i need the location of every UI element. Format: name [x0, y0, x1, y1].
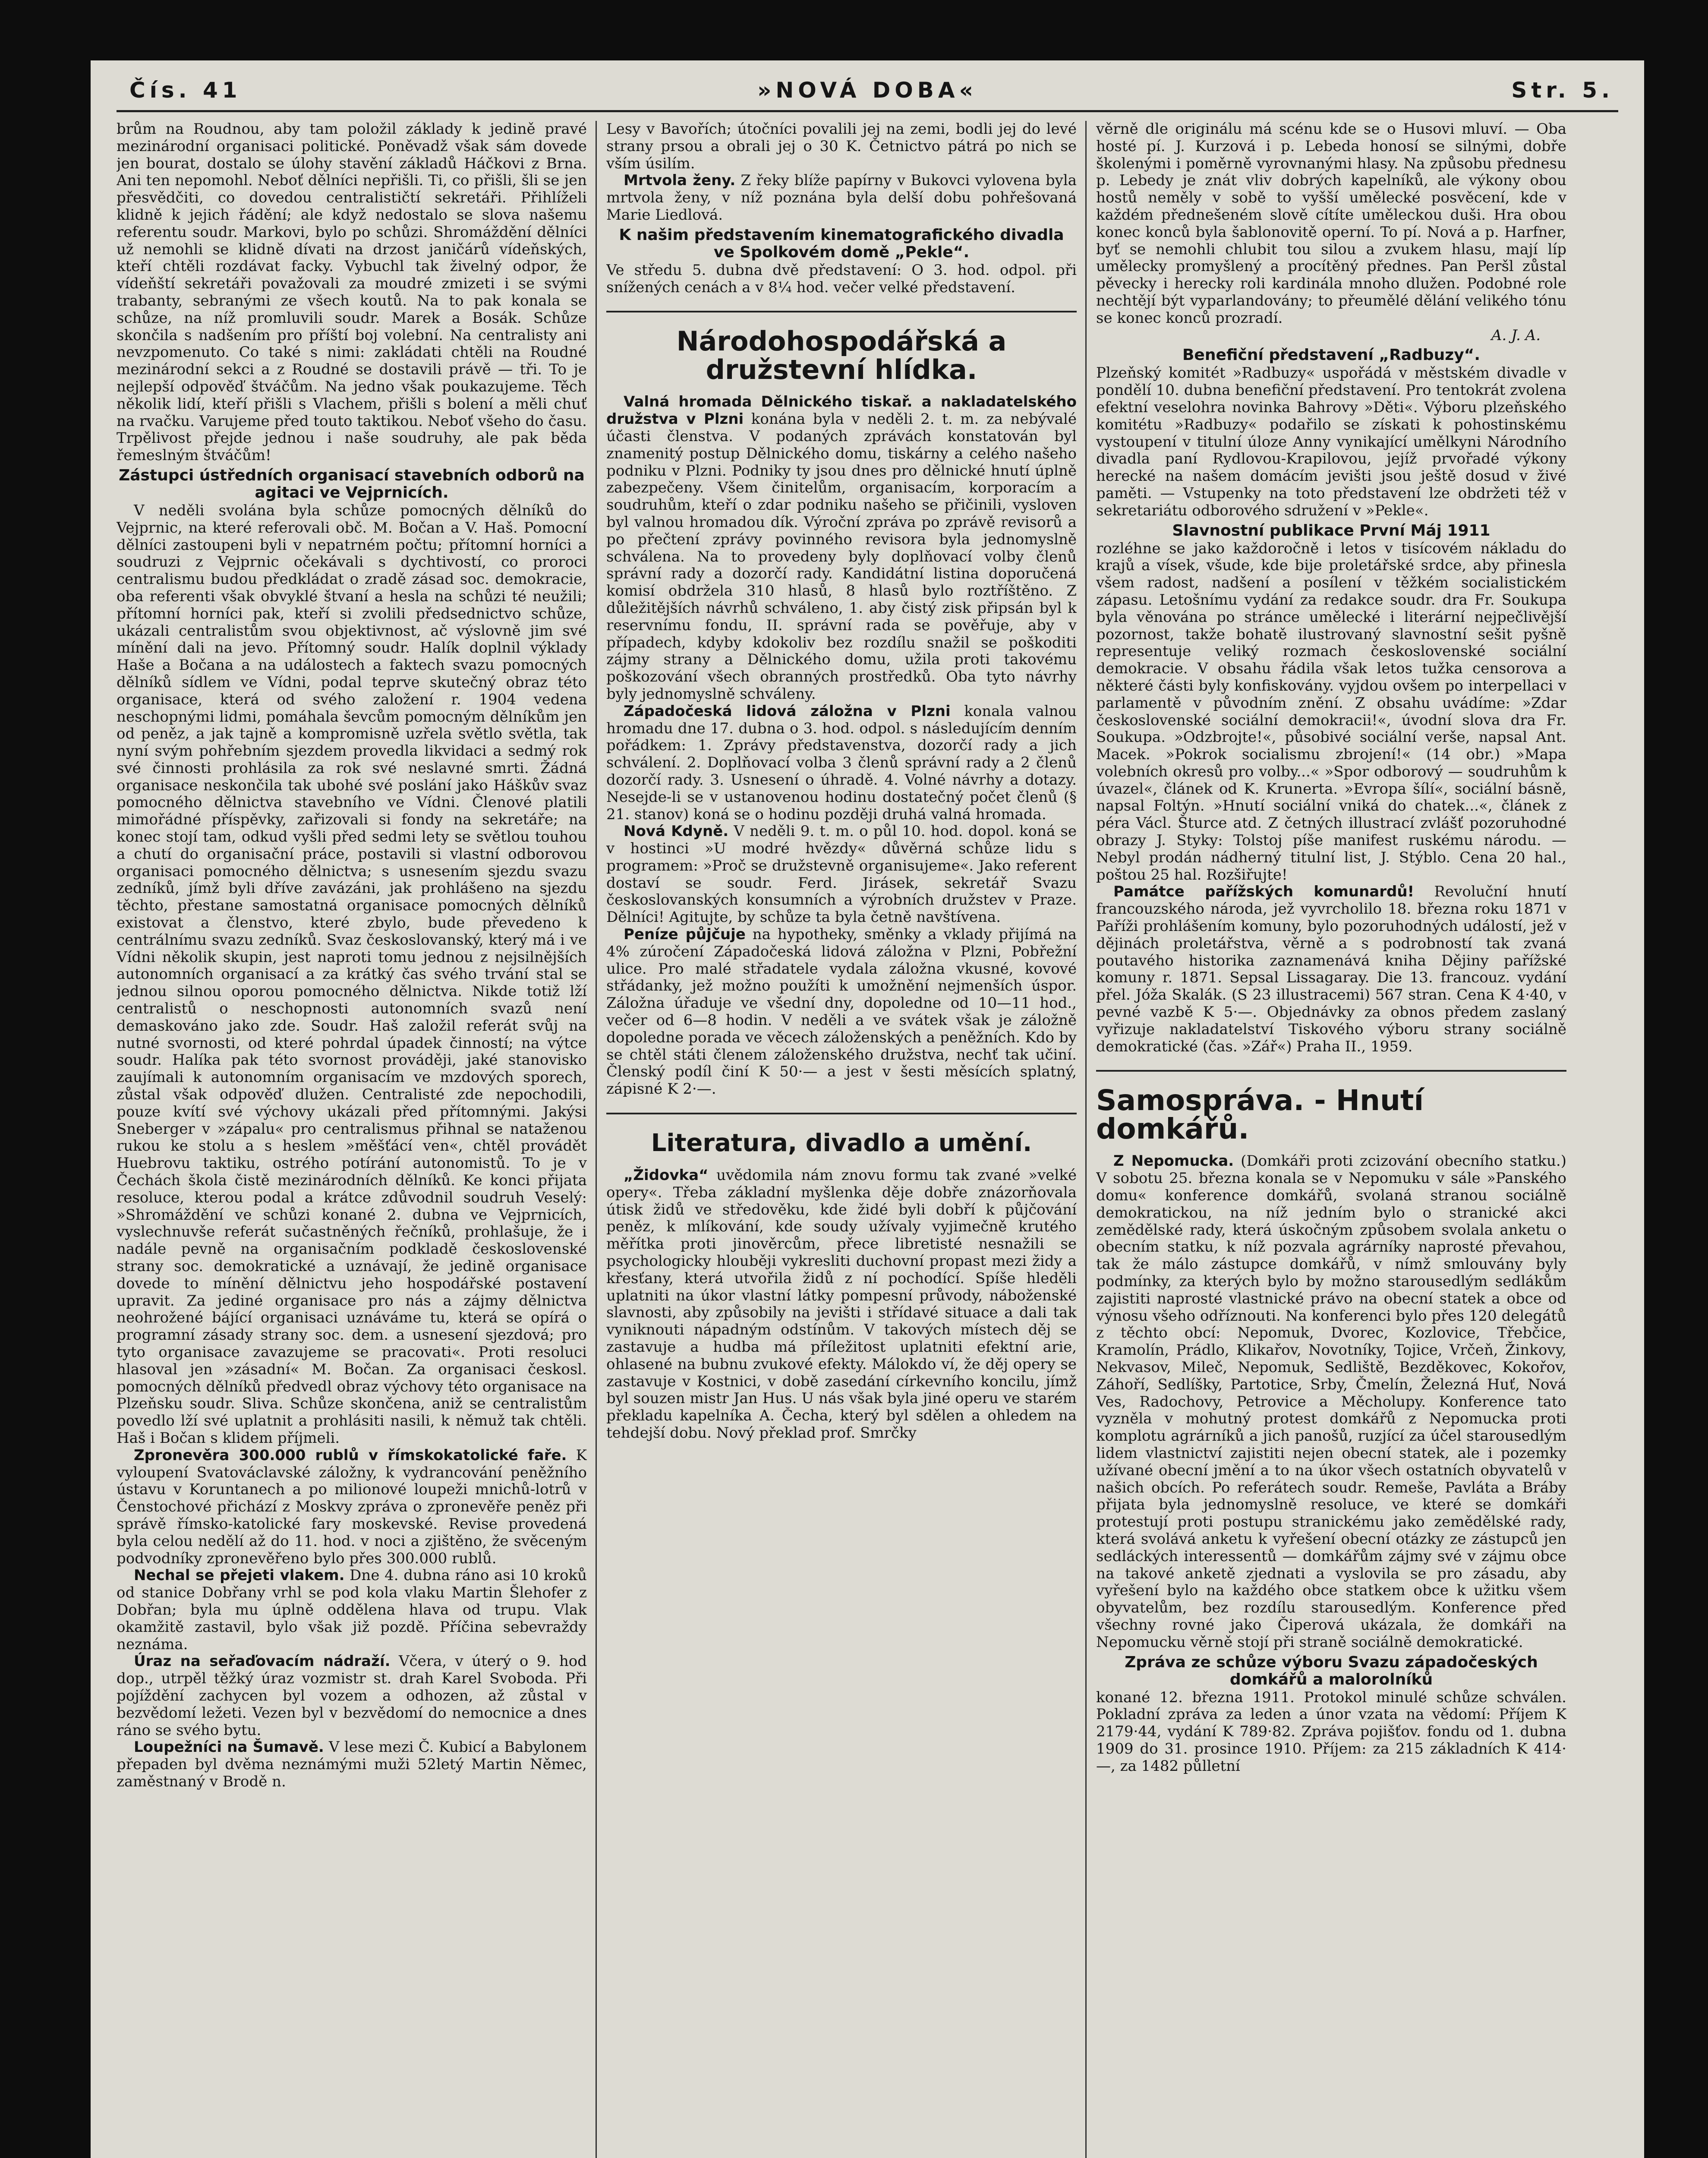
section-title: Literatura, divadlo a umění.	[651, 1129, 1032, 1158]
article-block	[606, 394, 1077, 703]
article-text: konána byla v neděli 2. t. m. za nebývalé účasti členstva. V podaných zprávách konstatován byl znamenitý postup Dělnického domu, tiskárny a celého našeho podniku v Plzni. Podniky ty jsou dnes pro dělnické hnutí úplně zabezpečeny. Všem činitelům, organisacím, korporacím a soudruhům, kteří o zdar podniku našeho se přičinili, vysloven byl valnou hromadou dík. Výroční zpráva po zprávě revisorů a po přečtení zprávy povinného revisora byla jednomyslně schválena. Na to provedeny byly doplňovací volby členů správní rady a dozorčí rady. Kandidátní listina doporučená komisí obdržela 310 hlasů, 8 hlasů bylo roztříštěno. Z důležitějších návrhů schváleno, 1. aby čistý zisk připsán byl k reservnímu fondu, II. správní rada se pověřuje, aby v případech, kdyby kdokoliv bez rozdílu snažil se poškoditi zájmy strany a Dělnického domu, užila proti takovému poškozování všech obranných prostředků. Oba tyto návrhy byly jednomyslně schváleny.	[606, 410, 1077, 703]
article-block	[606, 703, 1077, 823]
article-block	[606, 1167, 1077, 1442]
article-text: konala valnou hromadu dne 17. dubna o 3. hod. odpol. s následujícím denním pořádkem: 1. Zprávy představenstva, dozorčí rady a jich schválení. 2. Doplňovací volba 3 členů správní rady a 2 členů dozorčí rady. 3. Usnesení o úhradě. 4. Volné návrhy a dotazy. Nesejde-li se v ustanovenou hodinu dostatečný počet členů (§ 21. stanov) koná se o hodinu později druhá valná hromada.	[606, 702, 1077, 823]
header-rule	[117, 110, 1618, 112]
section-separator	[1096, 1070, 1566, 1072]
article-block	[117, 1567, 587, 1653]
article-text: věrně dle originálu má scénu kde se o Husovi mluví. — Oba hosté pí. J. Kurzová i p. Lebeda honosí se silnými, dobře školenými i poměrně vyrovnanými hlasy. Na způsobu přednesu p. Lebedy je znát vliv dobrých kapelníků, ale výkony obou hostů neměly v sobě to vyšší umělecké posvěcení, kde v každém přednešeném slově cítíte uměleckou duši. Hra obou konec konců byla šablonovitě operní. To pí. Nová a p. Harfner, byť se nemohli chlubit tou silou a zvukem hlasu, mají líp umělecky promyšlený a procítěný přednes. Pan Peršl zůstal pěvecky i herecky roli kardinála mnoho dlužen. Podobné role nechtějí být vyparlandovány; to přeumělé dělání velikého tónu se konec konců prozradí.	[1096, 121, 1566, 327]
article-text: V neděli svolána byla schůze pomocných dělníků do Vejprnic, na které referovali obč. M. Bočan a V. Haš. Pomocní dělníci zastoupeni byli v nepatrném počtu; přítomní horníci a soudruzi z Vejprnic očekávali s dychtivostí, co proroci centralismu budou předkládat o zradě zásad soc. demokracie, oba referenti však obvyklé štvaní a hesla na schůzi té neužili; přítomní horníci pak, kteří si zvolili předsednictvo schůze, ukázali centralistům svou objektivnost, ač výslovně jim své mínění dali na jevo. Přítomný soudr. Halík doplnil výklady Haše a Bočana a na událostech a faktech svazu pomocných dělníků sídlem ve Vídni, podal teprve skutečný obraz této organisace, která od svého založení r. 1904 vedena neschopnými lidmi, pomáhala ševcům pomocným dělníkům jen od peněz, a jak tajně a kompromisně uzřela světlo světla, tak nyní svým pohřebním sjezdem provedla likvidaci a sedmý rok své činnosti prohlásila za rok své neslavné smrti. Žádná organisace neskončila tak ubohé své poslání jako Háškův svaz pomocného dělnictva stavebního ve Vídni. Členové platili mimořádné příspěvky, zařizovali si fondy na sekretáře; na konec stojí tam, odkud vyšli před sedmi lety se světlou touhou a chutí do organisační práce, postavili si vlastní odborovou organisaci pomocného dělnictva; s usnesením sjezdu svazu zedníků, jímž byli dříve zavázáni, jak prohlášeno na sjezdu těchto, přestane samostatná organisace pomocných dělníků existovat a členstvo, které zbylo, bude převedeno k centrálnímu svazu zedníků. Svaz českoslovanský, který má i ve Vídni několik skupin, jest naproti tomu jednou z nejsilnějších autonomních organisací a za krátký čas svého trvání stal se jednou silnou oporou pomocného dělnictva. Nikde totiž lží centralistů o neschopnosti autonomních svazů není demaskováno jako zde. Soudr. Haš založil referát svůj na nutné svornosti, od které pohrdal úpadek činností; na výtce soudr. Halíka pak této svornost prováději, jaké stanovisko zaujímali k autonomním organisacím ve mzdových sporech, zůstal však odpověď dlužen. Centralisté zde nepochodili, pouze kvítí své výchovy ukázali před přítomnými. Jakýsi Sneberger v »zápalu« pro centralismus přihnal se nataženou rukou ke stolu a s heslem »měšťácí ven«, chtěl provádět Huebrovu taktiku, ostrého potírání autonomistů. To je v Čechách škola čistě mezinárodních dělníků. Ke konci přijata resoluce, kterou podal a krátce zdůvodnil soudruh Veselý: »Shromáždění ve schůzi konané 2. dubna ve Vejprnicích, vyslechnuvše referát sučastněných řečníků, prohlašuje, že i nadále pevně na organisačním podkladě československé strany soc. demokratické a uznávají, že jedině organisace dovede to mínění dělnictvu jeho hospodářské postavení upravit. Za jediné organisace pro nás a zájmy dělnictva neohrožené bájící organisaci uznáváme tu, která se opírá o programní zásady strany soc. dem. a usnesení sjezdová; pro tyto organisace zavazujeme se pracovati«. Proti resoluci hlasoval jen »zásadní« M. Bočan. Za organisaci českosl. pomocných dělníků předvedl obraz výchovy této organisace na Plzeňsku soudr. Sliva. Schůze skončena, aniž se centralistům povedlo lží své uplatnit a prohlásiti nasili, k němuž tak chtěli. Haš i Bočan s klidem příjmeli.	[117, 502, 587, 1447]
article-text: brům na Roudnou, aby tam položil základy k jedině pravé mezinárodní organisaci politické. Poněvadž však sám dovede jen bourat, dostalo se úlohy stavění základů Háčkovi z Brna. Ani ten nepomohl. Neboť dělníci nepřišli. Ti, co přišli, šli se jen přesvědčiti, co dovedou centralističtí sekretáři. Přihlíželi klidně k jejich řádění; ale když nedostalo se slova našemu referentu soudr. Markovi, bylo po schůzi. Shromáždění dělníci už nemohli se klidně dívati na drzost janičárů vídeňských, kteří chtěli rozdávat facky. Vybuchl tak živelný odpor, že vídeňští sekretáři považovali za moudré zmizeti i se svými trabanty, sebranými ze všech koutů. Na to pak konala se schůze, na níž promluvili soudr. Marek a Bosák. Schůze skončila s nadšením pro příští boj volební. Na centralisty ani nevzpomenuto. Co také s nimi: zakládati chtěli na Roudné mezinárodní sekci a z Roudné se dostavili právě — tři. To je nejlepší odpověď štváčům. Na jedno však poukazujeme. Těch několik lidí, kteří přišli s Vlachem, přišli s bolení a měli chuť na rvačku. Varujeme před touto taktikou. Neboť všeho do času. Trpělivost přejde jednou i naše soudruhy, ale pak běda řemeslným štváčům!	[117, 121, 587, 464]
masthead-title: »NOVÁ DOBA«	[757, 78, 977, 103]
article-text: Lesy v Bavořích; útočníci povalili jej na zemi, bodli jej do levé strany prsou a obrali jej o 30 K. Četnictvo pátrá po nich se vším úsilím.	[606, 121, 1077, 172]
article-headline: Z Nepomucka.	[1113, 1152, 1234, 1170]
article-headline: Mrtvola ženy.	[624, 172, 736, 189]
article-headline: Slavnostní publikace První Máj 1911	[1172, 521, 1491, 540]
article-text: K vyloupení Svatováclavské záložny, k vydrancování peněžního ústavu v Koruntanech a po milionové loupeži mnichů-lotrů v Čenstochové přichází z Moskvy zpráva o zpronevěře peněz při správě římsko-katolické fary moskevské. Revise provedená byla celou nedělí až do 11. hod. v noci a zjištěno, že svěceným podvodníky zpronevěřeno bylo přes 300.000 rublů.	[117, 1446, 587, 1567]
article-text: V neděli 9. t. m. o půl 10. hod. dopol. koná se v hostinci »U modré hvězdy« důvěrná schůze lidu s programem: »Proč se družstevně organisujeme«. Jako referent dostaví se soudr. Ferd. Jirásek, sekretář Svazu českoslovanských konsumních a výrobních družstev v Praze. Dělníci! Agitujte, by schůze ta byla četně navštívena.	[606, 823, 1077, 926]
article-text: Z řeky blíže papírny v Bukovci vylovena byla mrtvola ženy, v níž poznána byla delší dobu pohřešovaná Marie Liedlová.	[606, 172, 1077, 224]
article-text: uvědomila nám znovu formu tak zvané »velké opery«. Třeba základní myšlenka děje dobře znázorňovala útisk židů ve středověku, kde židé byli dobří k půjčování peněz, k mlíkování, kde soudy užívaly vyjimečně krutého měřítka proti jinověrcům, přece libretisté nesnažili se psychologicky hlouběji vykresliti duchovní propast mezi židy a křesťany, která utvořila židů z ní pochodící. Spíše hleděli uplatniti na úkor vlastní látky pompesní průvody, náboženské slavnosti, aby způsobily na jevišti i střídavé situace a dali tak vyniknouti nápadným odstínům. V takových místech děj se zastavuje a hudba má příležitost uplatniti efektní arie, ohlasené na bubnu zvukové efekty. Málokdo ví, že děj opery se zastavuje v Kostnici, v době zasedání církevního koncilu, jímž byl souzen mistr Jan Hus. U nás však byla jiné operu ve starém překladu kapelníka A. Čecha, který byl sdělen a ohledem na tehdejší dobu. Nový překlad prof. Smrčky	[606, 1167, 1077, 1442]
article-text: (Domkáři proti zcizování obecního statku.) V sobotu 25. března konala se v Nepomuku v sále »Panského domu« konference domkářů, svolaná stranou sociálně demokratickou, na níž jedním bylo o stranické akci zemědělské rady, která úskočným způsobem svolala anketu o obecním statku, k níž pozvala agrárníky naprosté převahou, tak že málo zástupce domkářů, v nímž smlouvány byly podmínky, za kterých bylo by možno starousedlým sedlákům zajistiti naprosté vlastnické právo na obecní statek a obce od výnosu všeho odříznouti. Na konferenci bylo přes 120 delegátů z těchto obcí: Nepomuk, Dvorec, Kozlovice, Třebčice, Kramolín, Prádlo, Klikařov, Novotníky, Tojice, Vrčeň, Žinkovy, Nekvasov, Mileč, Nepomuk, Sedliště, Bezděkovec, Kokořov, Záhoří, Sedlíšky, Partotice, Srby, Čmelín, Železná Huť, Nová Ves, Radochovy, Petrovice a Měcholupy. Konference tato vyzněla v mohutný protest domkářů z Nepomucka proti komplotu agrárníků a jich panošů, ruzjící za účel starousedlým lidem vlastnictví zajistiti nejen obecní statek, ale i pozemky užívané obecní jmění a to na úkor všech ostatních obyvatelů v našich obcích. Po referátech soudr. Remeše, Pavláta a Bráby přijata byla jednomyslně resoluce, ve které se domkáři protestují proti postupu stranickému jako zemědělské rady, která svolává anketu k vyřešení obecní otázky ze zástupců jen sedláckých interessentů — domkářům zájmy své v zájmu obce na takové anketě zjednati a vyslovila se pro zásadu, aby vyřešení bylo na každého obce statkem obce k užitku všem obyvatelům, bez rozdílu starousedlým. Konference před všechny rovné jako Čiperová ukázala, že domkáři na Nepomucku věrně stojí při straně sociálně demokratické.	[1096, 1152, 1566, 1651]
article-headline: Zpronevěra 300.000 rublů v římskokatolické faře.	[134, 1446, 567, 1464]
article-headline: K našim představením kinematografického divadla ve Spolkovém domě „Pekle“.	[619, 226, 1064, 261]
article-text: konané 12. března 1911. Protokol minulé schůze schválen. Pokladní zpráva za leden a únor vzata na vědomí: Příjem K 2179·44, vydání K 789·82. Zpráva pojišťov. fondu od 1. dubna 1909 do 31. prosince 1910. Příjem: za 215 základních K 414·—, za 1482 půlletní	[1096, 1688, 1566, 1775]
article-block	[606, 172, 1077, 224]
article-text: Dne 4. dubna ráno asi 10 kroků od stanice Dobřany vrhl se pod kola vlaku Martin Šlehofer z Dobřan; byla mu úplně oddělena hlava od trupu. Vlak okamžitě zastavil, bylo však již pozdě. Příčina sebevraždy neznáma.	[117, 1567, 587, 1653]
section-title: Samospráva. - Hnutí domkářů.	[1096, 1084, 1424, 1146]
column-divider	[1085, 121, 1087, 2158]
article-headline: Zpráva ze schůze výboru Svazu západočeských domkářů a malorolníků	[1125, 1653, 1538, 1688]
article-block	[606, 823, 1077, 926]
page-header	[117, 65, 1618, 108]
page-number: Str. 5.	[1511, 78, 1614, 103]
article-text: V lese mezi Č. Kubicí a Babylonem přepaden byl dvěma neznámými muži 52letý Martin Němec, zaměstnaný v Brodě n.	[117, 1738, 587, 1790]
section-separator	[606, 311, 1077, 312]
article-block	[1096, 1153, 1566, 1651]
column-3	[1096, 121, 1566, 2158]
article-block	[117, 1447, 587, 1568]
article-text: rozléhne se jako každoročně i letos v tisícovém nákladu do krajů a vísek, všude, kde bije proletářské srdce, aby přinesla všem radost, nadšení a posílení v těžkém socialistickém zápasu. Letošnímu vydání za redakce soudr. dra Fr. Soukupa byla věnována po stránce umělecké i literární nejpečlivější pozornost, takže bohatě ilustrovaný slavnostní sešit pyšně representuje veliký rozmach československé sociální demokracie. V obsahu řádila však letos tužka censorova a některé části byly konfiskovány. vyjdou ovšem po interpellaci v parlamentě v původním znění. Z obsahu uvádíme: »Zdar československé sociální demokracii!«, úvodní slova dra Fr. Soukupa. »Odzbrojte!«, působivé sociální verše, napsal Ant. Macek. »Pokrok socialismu zbrojení!« (14 obr.) »Mapa volebních okresů pro volby...« »Spor odborový — soudruhům k úvazel«, článek od K. Krunerta. »Evropa šílí«, sociální básně, napsal Foltýn. »Hnutí sociální vniká do chatek...«, článek z péra Václ. Šturce atd. Z četných illustrací zvlášť pozoruhodné obrazy J. Styky: Tolstoj píše manifest ruskému národu. — Nebyl prodán nádherný titulní list, J. Stýblo. Cena 20 hal., poštou 25 hal. Rozšiřujte!	[1096, 540, 1566, 883]
article-headline: Valná hromada Dělnického tiskař. a nakladatelského družstva v Plzni	[606, 393, 1077, 428]
article-block	[117, 1653, 587, 1739]
column-2	[606, 121, 1077, 2158]
article-headline: Loupežníci na Šumavě.	[134, 1738, 324, 1756]
article-block	[117, 1739, 587, 1790]
section-separator	[606, 1113, 1077, 1114]
article-headline: Nová Kdyně.	[624, 823, 729, 840]
article-block	[1096, 883, 1566, 1055]
article-headline: Nechal se přejeti vlakem.	[134, 1567, 345, 1584]
article-text: Včera, v úterý o 9. hod dop., utrpěl těžký úraz vozmistr st. drah Karel Svoboda. Při pojíždění zachycen byl vozem a odhozen, až zůstal v bezvědomí ležeti. Vezen byl v bezvědomí do nemocnice a dnes ráno se svého bytu.	[117, 1653, 587, 1739]
article-text: Revoluční hnutí francouzského národa, jež vyvrcholilo 18. března roku 1871 v Paříži prohlášením komuny, bylo pozoruhodných událostí, jež v dějinách proletářstva, věrně a s podrobností tak zvaná poutavého historika zaznamenává kniha Dějiny pařížské komuny r. 1871. Sepsal Lissagaray. Die 13. francouz. vydání přel. Jóža Skalák. (S 23 illustracemi) 567 stran. Cena K 4·40, v pevné vazbě K 5·—. Objednávky za obnos předem zaslaný vyřizuje nakladatelství Tiskového výboru strany sociálně demokratické (čas. »Zář«) Praha II., 1959.	[1096, 883, 1566, 1055]
issue-number: Čís. 41	[129, 78, 242, 103]
article-headline: Benefiční představení „Radbuzy“.	[1182, 346, 1481, 364]
article-text: na hypotheky, směnky a vklady přijímá na 4% zúročení Západočeská lidová záložna v Plzni, Pobřežní ulice. Pro malé střadatele vydala záložna vkusné, kovové střádanky, jež možno použíti k umožnění nejmenších úspor. Záložna úřaduje ve všední dny, dopoledne od 10—11 hod., večer od 6—8 hodin. V neděli a ve svátek však je záložně dopoledne porada ve věcech záloženských a peněžních. Kdo by se chtěl státi členem záloženského družstva, nechť tak učiní. Členský podíl činí K 50·— a jest v šesti měsících splatný, zápisné K 2·—.	[606, 926, 1077, 1098]
section-title: Národohospodářská a družstevní hlídka.	[676, 325, 1007, 386]
column-1	[117, 121, 587, 2158]
article-headline: „Židovka“	[624, 1167, 709, 1184]
article-headline: Úraz na seřaďovacím nádraží.	[134, 1653, 391, 1670]
newspaper-page	[91, 60, 1644, 2158]
column-divider	[596, 121, 597, 2158]
article-text: Plzeňský komitét »Radbuzy« uspořádá v městském divadle v pondělí 10. dubna benefiční představení. Pro tentokrát zvolena efektní veselohra novinka Bahrovy »Děti«. Výboru plzeňského komitétu »Radbuzy« podařilo se získati k pohostinskému vystoupení v titulní úloze Anny vynikající umělkyni Národního divadla paní Rydlovou-Krapilovou, jejíž prvořadé výkony herecké na našem domácím jevišti jsou ještě dosud v živé paměti. — Vstupenky na toto představení lze obdržeti též v sekretariátu odborového sdružení v »Pekle«.	[1096, 364, 1566, 519]
author-signature: A. J. A.	[1491, 326, 1541, 344]
article-headline: Peníze půjčuje	[624, 926, 746, 943]
article-headline: Zástupci ústředních organisací stavebních odborů na agitaci ve Vejprnicích.	[119, 466, 585, 502]
article-headline: Západočeská lidová záložna v Plzni	[624, 702, 951, 720]
article-text: Ve středu 5. dubna dvě představení: O 3. hod. odpol. při snížených cenách a v 8¼ hod. večer velké představení.	[606, 261, 1077, 296]
article-block	[606, 926, 1077, 1098]
article-headline: Památce pařížských komunardů!	[1113, 883, 1415, 901]
